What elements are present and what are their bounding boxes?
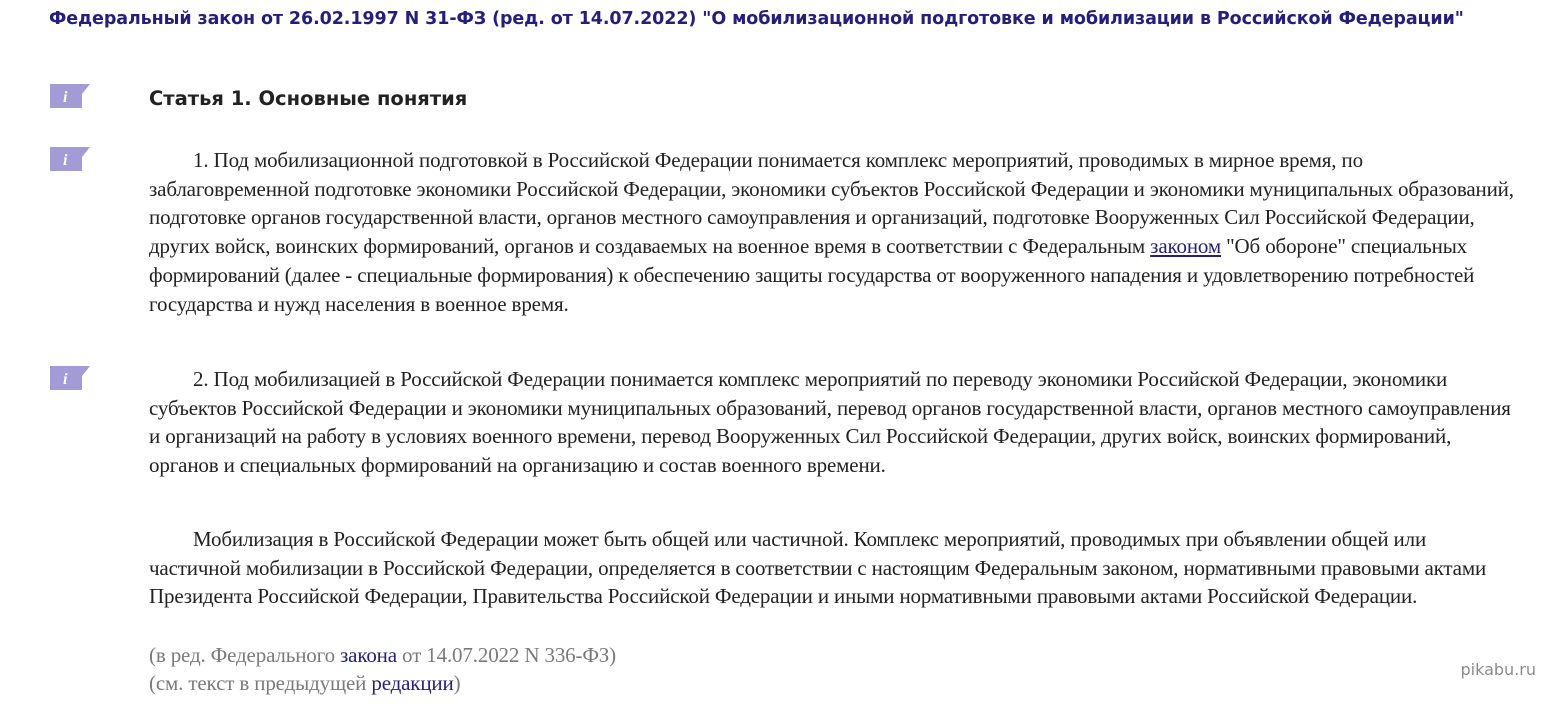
previous-edition-note	[149, 669, 460, 697]
amendment-note-before: (в ред. Федерального	[149, 643, 341, 667]
paragraph-2: 2. Под мобилизацией в Российской Федерации понимается комплекс мероприятий по переводу экономики Российской Федерации, экономики субъектов Российской Федерации и экономики муниципальных образований, перевод органов государственной власти, органов местного самоуправления и организаций на работу в условиях военного времени, перевод Вооруженных Сил Российской Федерации, других войск, воинских формирований, органов и специальных формирований на организацию и состав военного времени.	[149, 367, 1511, 478]
document-header-title[interactable]: Федеральный закон от 26.02.1997 N 31-ФЗ (ред. от 14.07.2022) "О мобилизационной подготовке и мобилизации в Российской Федерации"	[49, 9, 1464, 29]
svg-text:i: i	[63, 152, 68, 169]
previous-edition-link[interactable]: редакции	[371, 671, 454, 695]
info-icon[interactable]	[50, 366, 90, 390]
info-icon[interactable]	[50, 84, 90, 108]
pikabu-watermark: pikabu.ru	[1460, 660, 1536, 679]
previous-edition-before: (см. текст в предыдущей	[149, 671, 372, 695]
paragraph-1	[149, 146, 1517, 318]
paragraph-3: Мобилизация в Российской Федерации может быть общей или частичной. Комплекс мероприятий, проводимых при объявлении общей или частичной мобилизации в Российской Федерации, определяется в соответствии с настоящим Федеральным законом, нормативными правовыми актами Президента Российской Федерации, Правительства Российской Федерации и иными нормативными правовыми актами Российской Федерации.	[149, 527, 1487, 609]
law-link-defense[interactable]: законом	[1150, 234, 1222, 259]
svg-text:i: i	[63, 371, 68, 388]
amendment-note	[149, 641, 616, 669]
amendment-note-after: от 14.07.2022 N 336-ФЗ)	[396, 643, 617, 667]
article-title: Статья 1. Основные понятия	[149, 87, 468, 110]
paragraph-1-text-after: "Об обороне" специальных формирований (далее - специальные формирования) к обеспечению защиты государства от вооруженного нападения и удовлетворению потребностей государства и нужд населения в военное время.	[149, 234, 1475, 316]
previous-edition-after: )	[453, 671, 461, 695]
amendment-law-link[interactable]: закона	[340, 643, 397, 667]
paragraph-1-text-before: 1. Под мобилизационной подготовкой в Российской Федерации понимается комплекс мероприятий, проводимых в мирное время, по заблаговременной подготовке экономики Российской Федерации, экономики субъектов Российской Федерации и экономики муниципальных образований, подготовке органов государственной власти, органов местного самоуправления и организаций, подготовке Вооруженных Сил Российской Федерации, других войск, воинских формирований, органов и создаваемых на военное время в соответствии с Федеральным	[149, 148, 1514, 259]
svg-text:i: i	[63, 89, 68, 106]
info-icon[interactable]	[50, 147, 90, 171]
